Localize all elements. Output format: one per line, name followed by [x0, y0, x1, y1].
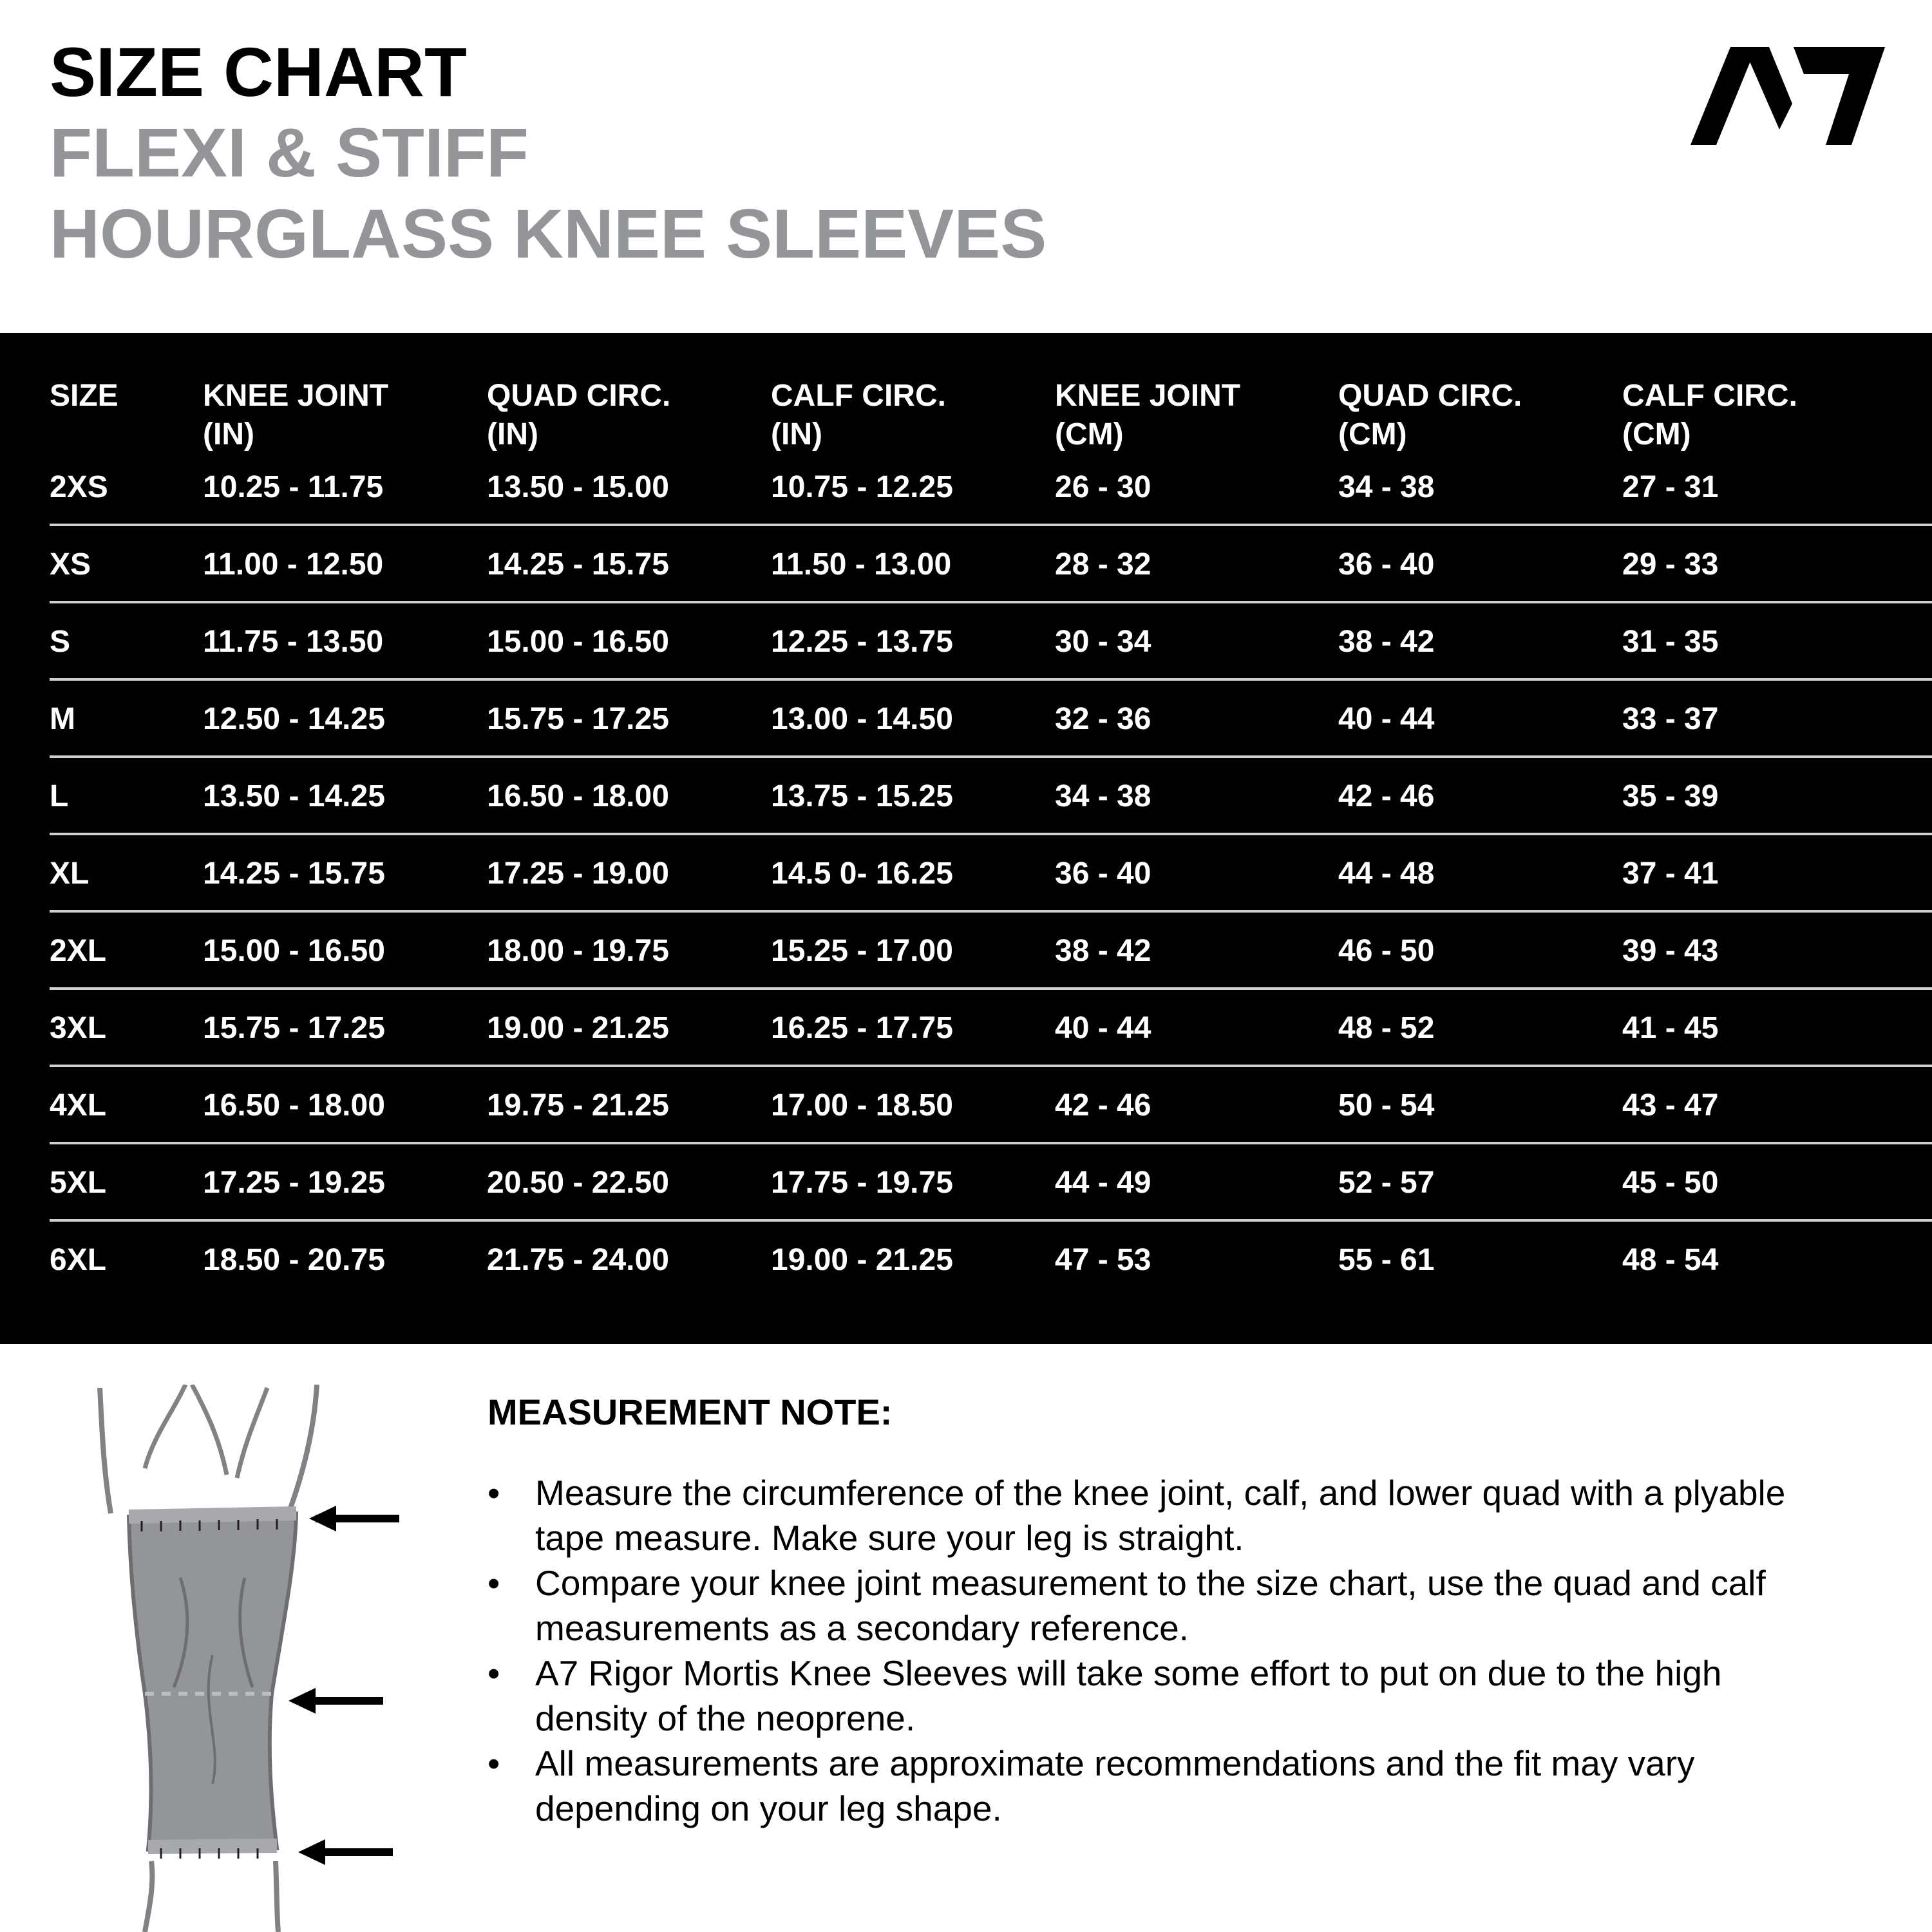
measurement-cell: 16.50 - 18.00 [487, 779, 669, 813]
note-item-line: A7 Rigor Mortis Knee Sleeves will take some effort to put on due to the high [535, 1653, 1722, 1693]
measurement-cell: 43 - 47 [1622, 1088, 1719, 1122]
measurement-cell: 40 - 44 [1338, 702, 1435, 736]
column-header [1622, 377, 1797, 454]
table-row [0, 603, 1932, 681]
measurement-cell: 42 - 46 [1055, 1088, 1151, 1122]
column-header-line: (IN) [487, 417, 538, 451]
product-line: FLEXI & STIFF [50, 113, 529, 191]
size-chart-table [0, 333, 1932, 1344]
measurement-cell: 18.50 - 20.75 [203, 1243, 385, 1277]
measurement-cell: 14.25 - 15.75 [203, 857, 385, 891]
note-item-line: Measure the circumference of the knee joint, calf, and lower quad with a plyable [535, 1473, 1786, 1513]
measurement-cell: 14.25 - 15.75 [487, 547, 669, 582]
measurement-cell: 48 - 52 [1338, 1011, 1435, 1045]
size-label: S [50, 625, 71, 659]
measurement-cell: 34 - 38 [1338, 470, 1435, 504]
measurement-cell: 28 - 32 [1055, 547, 1151, 582]
measurement-cell: 37 - 41 [1622, 857, 1719, 891]
measurement-cell: 13.50 - 15.00 [487, 470, 669, 504]
table-row [0, 990, 1932, 1067]
size-label: 6XL [50, 1243, 107, 1277]
measurement-note-list [488, 1470, 1891, 1831]
table-row [0, 835, 1932, 913]
measurement-cell: 12.50 - 14.25 [203, 702, 385, 736]
measurement-cell: 17.25 - 19.00 [487, 857, 669, 891]
note-item-line: tape measure. Make sure your leg is straight. [535, 1518, 1244, 1558]
table-row [0, 913, 1932, 990]
measurement-cell: 36 - 40 [1055, 857, 1151, 891]
measurement-cell: 27 - 31 [1622, 470, 1719, 504]
size-label: 2XL [50, 934, 107, 968]
measurement-note-title: MEASUREMENT NOTE: [488, 1392, 893, 1432]
measurement-cell: 29 - 33 [1622, 547, 1719, 582]
table-row [0, 1144, 1932, 1222]
column-header-line: KNEE JOINT [203, 379, 389, 413]
bullet-glyph: • [488, 1563, 500, 1603]
page-header [50, 32, 1046, 274]
size-label: 2XS [50, 470, 108, 504]
measurement-cell: 38 - 42 [1055, 934, 1151, 968]
column-header [203, 377, 388, 454]
measurement-cell: 52 - 57 [1338, 1166, 1435, 1200]
measurement-cell: 13.75 - 15.25 [771, 779, 953, 813]
measurement-cell: 47 - 53 [1055, 1243, 1151, 1277]
column-header-line: QUAD CIRC. [487, 379, 671, 413]
column-header-line: CALF CIRC. [771, 379, 946, 413]
column-header [1338, 377, 1522, 454]
measurement-cell: 35 - 39 [1622, 779, 1719, 813]
size-label: L [50, 779, 69, 813]
measurement-cell: 19.00 - 21.25 [487, 1011, 669, 1045]
measurement-cell: 44 - 49 [1055, 1166, 1151, 1200]
table-row [0, 758, 1932, 835]
column-header-line: (IN) [771, 417, 822, 451]
note-item [488, 1651, 1891, 1741]
table-row [0, 1067, 1932, 1144]
measurement-cell: 11.50 - 13.00 [771, 547, 952, 582]
column-header-line: (IN) [203, 417, 254, 451]
note-item [488, 1741, 1891, 1831]
measurement-cell: 11.75 - 13.50 [203, 625, 384, 659]
measurement-cell: 16.50 - 18.00 [203, 1088, 385, 1122]
column-header-line: KNEE JOINT [1055, 379, 1241, 413]
column-header-line: SIZE [50, 379, 118, 413]
column-header-line: (CM) [1622, 417, 1691, 451]
knee-sleeve-diagram-icon [84, 1385, 419, 1932]
a7-logo-icon [1690, 47, 1885, 145]
note-item-line: density of the neoprene. [535, 1698, 916, 1738]
measurement-cell: 40 - 44 [1055, 1011, 1151, 1045]
measurement-cell: 46 - 50 [1338, 934, 1435, 968]
table-row [0, 449, 1932, 526]
measurement-cell: 11.00 - 12.50 [203, 547, 384, 582]
column-header-line: CALF CIRC. [1622, 379, 1797, 413]
table-row [0, 526, 1932, 603]
measurement-cell: 38 - 42 [1338, 625, 1435, 659]
measurement-cell: 41 - 45 [1622, 1011, 1719, 1045]
column-header [487, 377, 670, 454]
measurement-cell: 17.75 - 19.75 [771, 1166, 953, 1200]
bullet-glyph: • [488, 1743, 500, 1783]
measurement-cell: 19.75 - 21.25 [487, 1088, 669, 1122]
table-row [0, 681, 1932, 758]
column-header [50, 377, 118, 415]
column-header-line: (CM) [1338, 417, 1407, 451]
product-name: HOURGLASS KNEE SLEEVES [50, 194, 1047, 272]
page-title: SIZE CHART [50, 33, 467, 111]
measurement-cell: 19.00 - 21.25 [771, 1243, 953, 1277]
measurement-cell: 15.75 - 17.25 [487, 702, 669, 736]
note-item [488, 1470, 1891, 1560]
measurement-cell: 17.25 - 19.25 [203, 1166, 385, 1200]
measurement-cell: 45 - 50 [1622, 1166, 1719, 1200]
measurement-cell: 15.00 - 16.50 [203, 934, 385, 968]
measurement-note [488, 1388, 1891, 1831]
measurement-cell: 13.50 - 14.25 [203, 779, 385, 813]
column-header-line: QUAD CIRC. [1338, 379, 1522, 413]
measurement-cell: 10.75 - 12.25 [771, 470, 953, 504]
size-label: 4XL [50, 1088, 107, 1122]
measurement-cell: 39 - 43 [1622, 934, 1719, 968]
measurement-cell: 10.25 - 11.75 [203, 470, 384, 504]
size-label: XS [50, 547, 91, 582]
measurement-cell: 30 - 34 [1055, 625, 1151, 659]
measurement-cell: 48 - 54 [1622, 1243, 1719, 1277]
measurement-cell: 44 - 48 [1338, 857, 1435, 891]
column-header [1055, 377, 1240, 454]
measurement-cell: 42 - 46 [1338, 779, 1435, 813]
measurement-cell: 14.5 0- 16.25 [771, 857, 953, 891]
measurement-cell: 15.25 - 17.00 [771, 934, 953, 968]
note-item-line: depending on your leg shape. [535, 1788, 1002, 1828]
measurement-cell: 18.00 - 19.75 [487, 934, 669, 968]
note-item [488, 1560, 1891, 1651]
measurement-cell: 36 - 40 [1338, 547, 1435, 582]
bullet-glyph: • [488, 1653, 500, 1693]
measurement-cell: 12.25 - 13.75 [771, 625, 953, 659]
bullet-glyph: • [488, 1473, 500, 1513]
note-item-line: All measurements are approximate recommendations and the fit may vary [535, 1743, 1695, 1783]
measurement-cell: 15.00 - 16.50 [487, 625, 669, 659]
measurement-cell: 26 - 30 [1055, 470, 1151, 504]
measurement-cell: 21.75 - 24.00 [487, 1243, 669, 1277]
note-item-line: Compare your knee joint measurement to the size chart, use the quad and calf [535, 1563, 1766, 1603]
measurement-cell: 34 - 38 [1055, 779, 1151, 813]
size-label: XL [50, 857, 90, 891]
measurement-cell: 17.00 - 18.50 [771, 1088, 953, 1122]
measurement-cell: 31 - 35 [1622, 625, 1719, 659]
size-label: M [50, 702, 75, 736]
measurement-cell: 55 - 61 [1338, 1243, 1435, 1277]
measurement-cell: 13.00 - 14.50 [771, 702, 953, 736]
size-label: 3XL [50, 1011, 107, 1045]
size-label: 5XL [50, 1166, 107, 1200]
measurement-cell: 16.25 - 17.75 [771, 1011, 953, 1045]
column-header-line: (CM) [1055, 417, 1124, 451]
measurement-cell: 32 - 36 [1055, 702, 1151, 736]
table-row [0, 1222, 1932, 1299]
measurement-cell: 20.50 - 22.50 [487, 1166, 669, 1200]
measurement-cell: 15.75 - 17.25 [203, 1011, 385, 1045]
note-item-line: measurements as a secondary reference. [535, 1608, 1189, 1648]
measurement-cell: 33 - 37 [1622, 702, 1719, 736]
measurement-cell: 50 - 54 [1338, 1088, 1435, 1122]
column-header [771, 377, 946, 454]
